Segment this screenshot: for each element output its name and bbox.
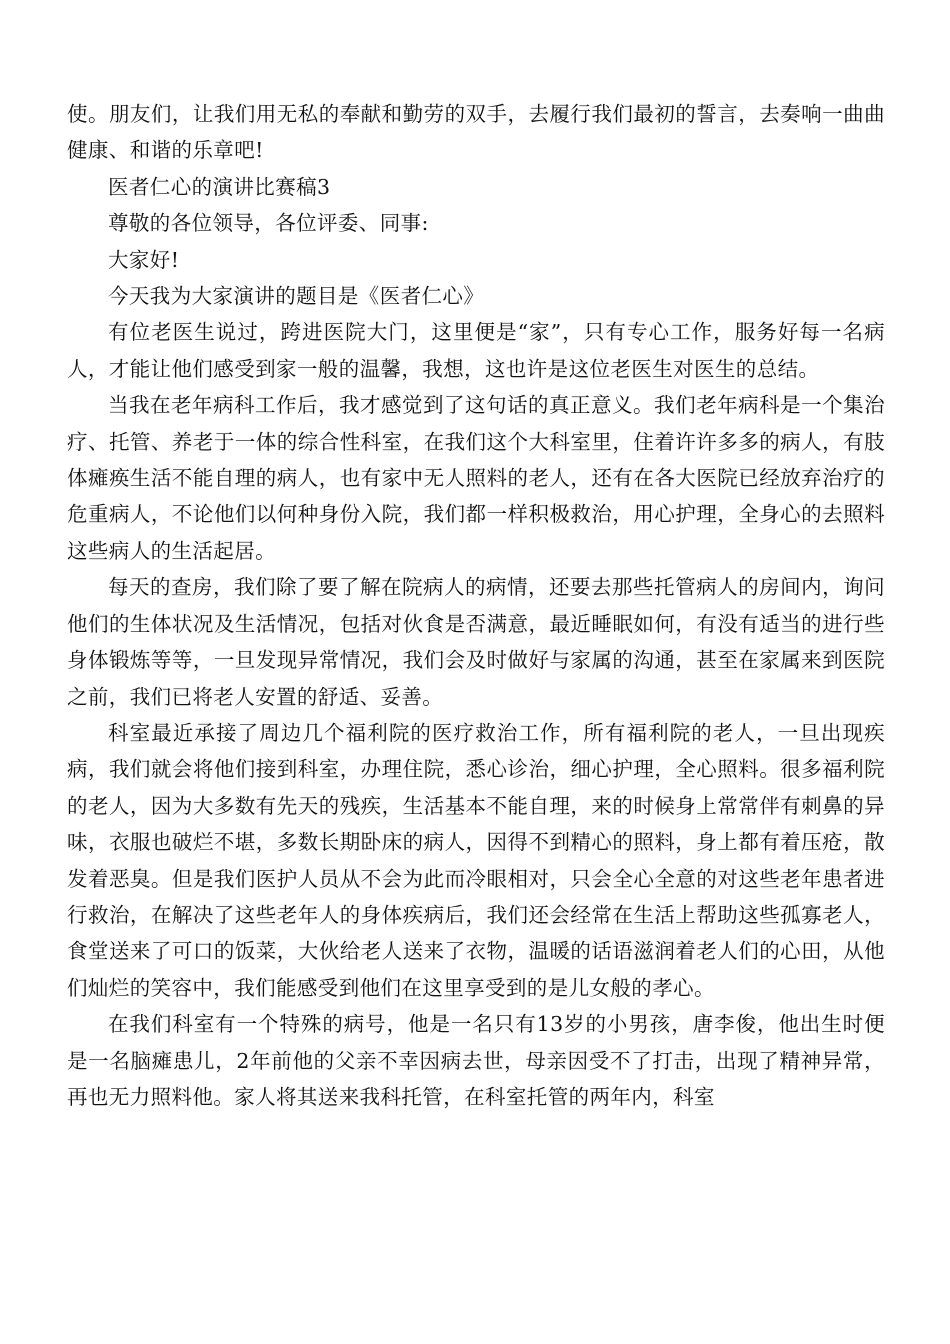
paragraph-10: 在我们科室有一个特殊的病号，他是一名只有13岁的小男孩，唐李俊，他出生时便是一名脑瘫患儿，2年前他的父亲不幸因病去世，母亲因受不了打击，出现了精神异常，再也无力照料他。家人将其送来我科托管，在科室托管的两年内，科室 [67,1012,885,1109]
paragraph-1: 使。朋友们，让我们用无私的奉献和勤劳的双手，去履行我们最初的誓言，去奏响一曲曲健康、和谐的乐章吧! [67,102,885,163]
speech-topic: 今天我为大家演讲的题目是《医者仁心》 [108,284,485,309]
paragraph-6: 有位老医生说过，跨进医院大门，这里便是“家”，只有专心工作，服务好每一名病人，才能让他们感受到家一般的温馨，我想，这也许是这位老医生对医生的总结。 [67,320,885,381]
document-body [67,96,885,1115]
paragraph-7: 当我在老年病科工作后，我才感觉到了这句话的真正意义。我们老年病科是一个集治疗、托管、养老于一体的综合性科室，在我们这个大科室里，住着许许多多的病人，有肢体瘫痪生活不能自理的病人，也有家中无人照料的老人，还有在各大医院已经放弃治疗的危重病人，不论他们以何种身份入院，我们都一样积极救治，用心护理，全身心的去照料这些病人的生活起居。 [67,393,885,563]
paragraph-8: 每天的查房，我们除了要了解在院病人的病情，还要去那些托管病人的房间内，询问他们的生体状况及生活情况，包括对伙食是否满意，最近睡眠如何，有没有适当的进行些身体锻炼等等，一旦发现异常情况，我们会及时做好与家属的沟通，甚至在家属来到医院之前，我们已将老人安置的舒适、妥善。 [67,575,885,709]
salutation: 尊敬的各位领导，各位评委、同事: [108,211,429,236]
section-title: 医者仁心的演讲比赛稿3 [108,174,331,199]
greeting: 大家好! [108,247,180,272]
paragraph-9: 科室最近承接了周边几个福利院的医疗救治工作，所有福利院的老人，一旦出现疾病，我们就会将他们接到科室，办理住院，悉心诊治，细心护理，全心照料。很多福利院的老人，因为大多数有先天的残疾，生活基本不能自理，来的时候身上常常伴有刺鼻的异味，衣服也破烂不堪，多数长期卧床的病人，因得不到精心的照料，身上都有着压疮，散发着恶臭。但是我们医护人员从不会为此而冷眼相对，只会全心全意的对这些老年患者进行救治，在解决了这些老年人的身体疾病后，我们还会经常在生活上帮助这些孤寡老人，食堂送来了可口的饭菜，大伙给老人送来了衣物，温暖的话语滋润着老人们的心田，从他们灿烂的笑容中，我们能感受到他们在这里享受到的是儿女般的孝心。 [67,720,885,1000]
